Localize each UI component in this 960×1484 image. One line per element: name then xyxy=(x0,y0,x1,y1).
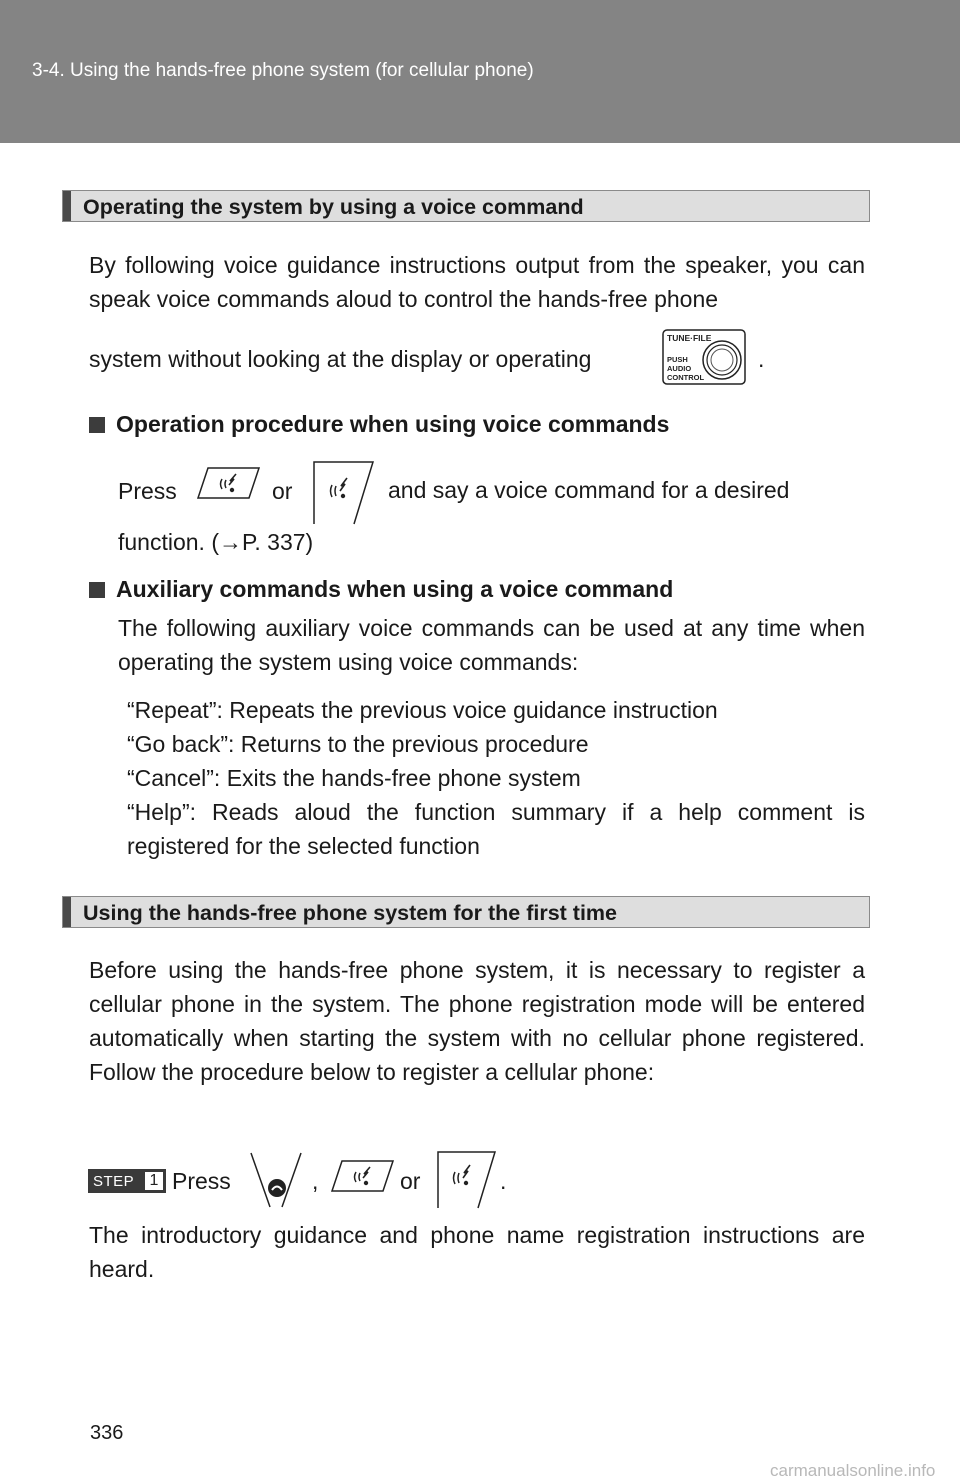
press-after-text: and say a voice command for a desired xyxy=(388,477,790,503)
square-bullet-icon xyxy=(89,417,105,433)
intro-line-3-text: system without looking at the display or operating xyxy=(89,346,592,372)
section-heading-text: Operating the system by using a voice command xyxy=(83,195,584,219)
knob-label-control: CONTROL xyxy=(667,373,705,382)
step-word: STEP xyxy=(93,1173,135,1190)
section-heading-voice-command xyxy=(62,190,870,222)
press-text: Press xyxy=(118,478,177,504)
function-ref-text: function. (→P. 337) xyxy=(118,529,314,555)
heading-tab xyxy=(63,897,71,927)
talk-switch-tall-icon xyxy=(436,1151,496,1214)
phone-switch-icon xyxy=(250,1152,302,1213)
knob-label-top: TUNE·FILE xyxy=(667,333,712,343)
command-go-back: “Go back”: Returns to the previous procedure xyxy=(127,731,589,757)
step-press-text: Press xyxy=(172,1168,231,1194)
talk-switch-tall-icon xyxy=(312,461,374,530)
step-or-text: or xyxy=(400,1168,421,1194)
step-1-badge xyxy=(88,1169,166,1193)
heading-tab xyxy=(63,191,71,221)
section-heading-text: Using the hands-free phone system for the first time xyxy=(83,901,618,925)
knob-label-push: PUSH xyxy=(667,355,688,364)
intro-end-period: . xyxy=(758,346,765,372)
intro-paragraph: By following voice guidance instructions output from the speaker, you can speak voice commands aloud to control the hands-free phone xyxy=(89,252,865,312)
command-help: “Help”: Reads aloud the function summary if a help comment is registered for the selected function xyxy=(127,799,865,859)
talk-switch-icon xyxy=(196,467,260,504)
intro-line-3 xyxy=(89,346,591,373)
section-heading-first-time xyxy=(62,896,870,928)
or-text: or xyxy=(272,478,293,504)
step-number: 1 xyxy=(145,1172,163,1190)
chapter-title: 3-4. Using the hands-free phone system (for cellular phone) xyxy=(32,60,534,81)
square-bullet-icon xyxy=(89,582,105,598)
page-number: 336 xyxy=(90,1422,124,1444)
auxiliary-body: The following auxiliary voice commands can be used at any time when operating the system using voice commands: xyxy=(118,615,865,675)
tune-file-knob-icon xyxy=(662,329,746,390)
subheading-text: Auxiliary commands when using a voice command xyxy=(116,576,674,602)
after-step-text: The introductory guidance and phone name registration instructions are heard. xyxy=(89,1222,865,1282)
subheading-auxiliary-commands xyxy=(89,576,673,603)
step-comma: , xyxy=(312,1168,319,1194)
command-cancel: “Cancel”: Exits the hands-free phone system xyxy=(127,765,581,791)
command-repeat: “Repeat”: Repeats the previous voice guidance instruction xyxy=(127,697,718,723)
subheading-text: Operation procedure when using voice commands xyxy=(116,411,670,437)
watermark: carmanualsonline.info xyxy=(770,1461,936,1480)
first-time-body: Before using the hands-free phone system, it is necessary to register a cellular phone in the system. The phone registration mode will be entered automatically when starting the system with no cellular phone registered. Follow the procedure below to register a cellular phone: xyxy=(89,957,865,1085)
knob-label-audio: AUDIO xyxy=(667,364,692,373)
subheading-operation-procedure xyxy=(89,411,669,438)
step-end-period: . xyxy=(500,1168,507,1194)
talk-switch-icon xyxy=(330,1160,394,1197)
page-header xyxy=(0,0,960,143)
